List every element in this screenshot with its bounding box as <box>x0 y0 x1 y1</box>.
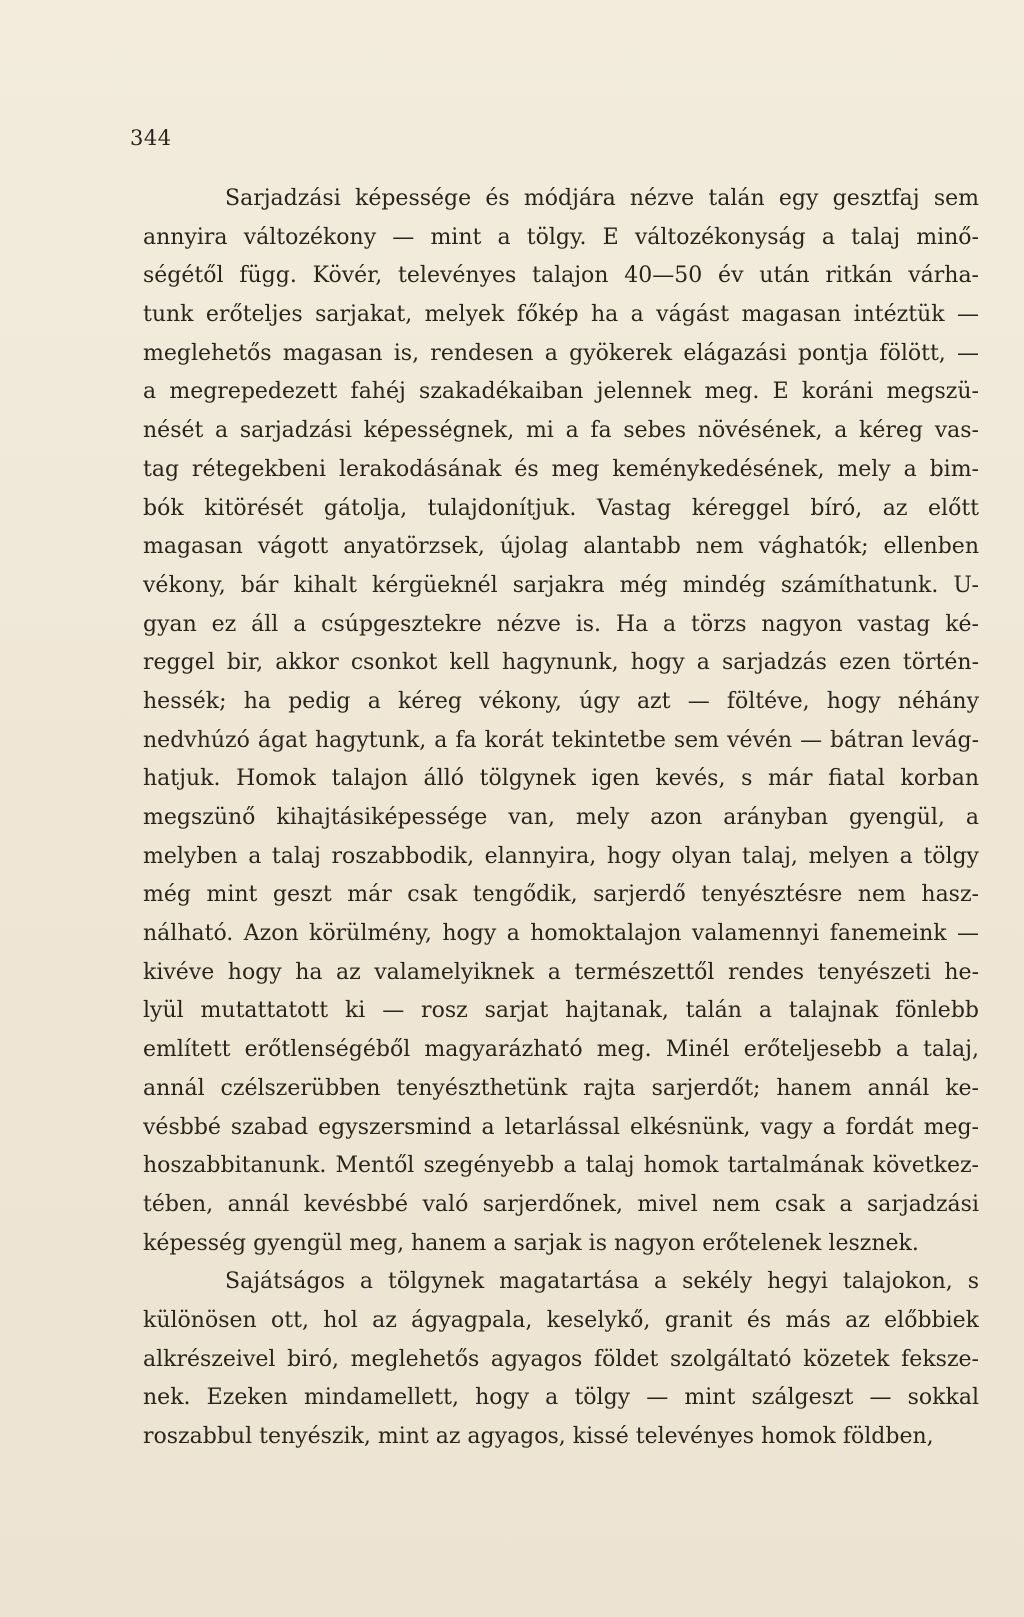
text-line: nek. Ezeken mindamellett, hogy a tölgy — mint szálgeszt — sokkal <box>143 1385 979 1411</box>
text-line: nését a sarjadzási képességnek, mi a fa sebes növésének, a kéreg vas- <box>143 418 979 444</box>
text-line: annyira változékony — mint a tölgy. E változékonyság a talaj minő- <box>143 224 979 250</box>
page-number: 344 <box>130 126 172 150</box>
text-line: meglehetős magasan is, rendesen a gyökerek elágazási pontja fölött, — <box>143 340 979 366</box>
text-line: roszabbul tenyészik, mint az agyagos, kissé televényes homok földben, <box>143 1424 934 1449</box>
text-line: magasan vágott anyatörzsek, újolag alantabb nem vághatók; ellenben <box>143 534 979 560</box>
text-line: ségétől függ. Kövér, televényes talajon 40—50 év után ritkán várha- <box>143 263 979 289</box>
text-line: lyül mutattatott ki — rosz sarjat hajtanak, talán a talajnak fönlebb <box>143 998 979 1024</box>
text-line: vékony, bár kihalt kérgüeknél sarjakra még mindég számíthatunk. U- <box>143 572 979 598</box>
text-line: hoszabbitanunk. Mentől szegényebb a talaj homok tartalmának következ- <box>143 1153 979 1179</box>
text-line: tében, annál kevésbbé való sarjerdőnek, mivel nem csak a sarjadzási <box>143 1191 979 1217</box>
text-line: bók kitörését gátolja, tulajdonítjuk. Vastag kéreggel bíró, az előtt <box>143 495 979 521</box>
text-line: hessék; ha pedig a kéreg vékony, úgy azt — föltéve, hogy néhány <box>143 688 979 714</box>
text-line: említett erőtlenségéből magyarázható meg. Minél erőteljesebb a talaj, <box>143 1037 979 1063</box>
text-line: Sajátságos a tölgynek magatartása a sekély hegyi talajokon, s <box>225 1269 979 1295</box>
text-line: különösen ott, hol az ágyagpala, keselykő, granit és más az előbbiek <box>143 1307 979 1333</box>
text-line: még mint geszt már csak tengődik, sarjerdő tenyésztésre nem hasz- <box>143 882 979 908</box>
text-line: melyben a talaj roszabbodik, elannyira, hogy olyan talaj, melyen a tölgy <box>143 843 979 869</box>
text-line: képesség gyengül meg, hanem a sarjak is nagyon erőtelenek lesznek. <box>143 1230 919 1256</box>
text-line: a megrepedezett fahéj szakadékaiban jelennek meg. E koráni megszü- <box>143 379 979 405</box>
text-line: vésbbé szabad egyszersmind a letarlással elkésnünk, vagy a fordát meg- <box>143 1114 979 1140</box>
text-line: gyan ez áll a csúpgesztekre nézve is. Ha a törzs nagyon vastag ké- <box>143 611 979 637</box>
text-line: reggel bir, akkor csonkot kell hagynunk, hogy a sarjadzás ezen történ- <box>143 650 979 676</box>
text-line: nálható. Azon körülmény, hogy a homoktalajon valamennyi fanemeink — <box>143 921 979 947</box>
text-line: Sarjadzási képessége és módjára nézve talán egy gesztfaj sem <box>225 186 979 211</box>
text-line: annál czélszerübben tenyészthetünk rajta sarjerdőt; hanem annál ke- <box>143 1075 979 1101</box>
text-line: tag rétegekbeni lerakodásának és meg keménykedésének, mely a bim- <box>143 456 979 482</box>
text-line: kivéve hogy ha az valamelyiknek a természettől rendes tenyészeti he- <box>143 959 979 985</box>
body-text <box>143 180 979 1457</box>
text-line: tunk erőteljes sarjakat, melyek főkép ha a vágást magasan intéztük — <box>143 302 979 328</box>
text-line: megszünő kihajtásiképessége van, mely azon arányban gyengül, a <box>143 805 979 830</box>
text-line: alkrészeivel biró, meglehetős agyagos földet szolgáltató közetek feksze- <box>143 1346 979 1372</box>
text-line: nedvhúzó ágat hagytunk, a fa korát tekintetbe sem vévén — bátran levág- <box>143 727 979 753</box>
text-line: hatjuk. Homok talajon álló tölgynek igen kevés, s már fiatal korban <box>143 766 979 792</box>
